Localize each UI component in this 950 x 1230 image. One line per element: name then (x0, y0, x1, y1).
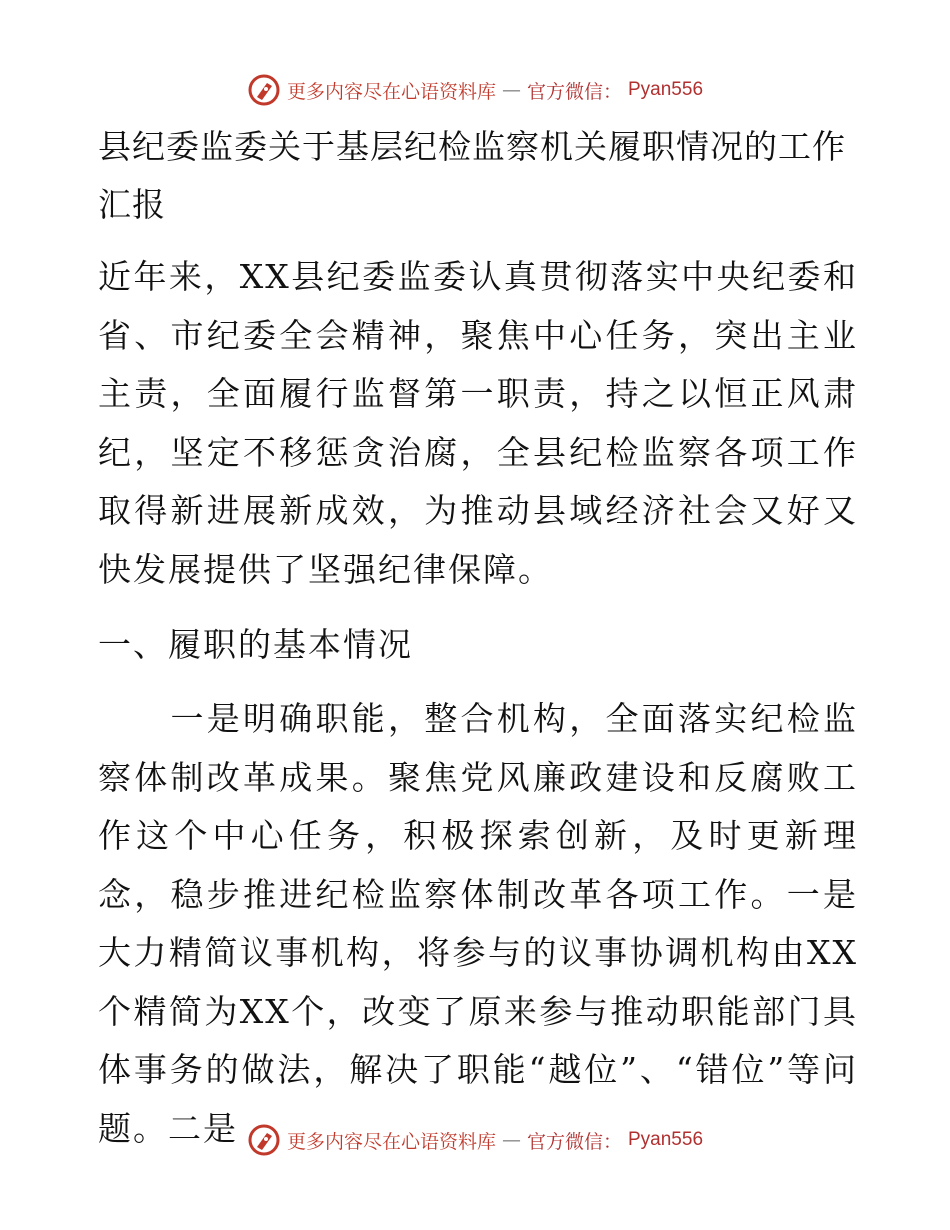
watermark-text: 更多内容尽在心语资料库 (286, 1130, 496, 1153)
document-title: 县纪委监委关于基层纪检监察机关履职情况的工作汇报 (98, 127, 846, 224)
section-heading: 一、履职的基本情况 (98, 625, 413, 664)
paragraph-body: 一是明确职能，整合机构，全面落实纪检监察体制改革成果。聚焦党风廉政建设和反腐败工作这个中心任务，积极探索创新，及时更新理念，稳步推进纪检监察体制改革各项工作。一是大力精简议事机构，将参与的议事协调机构由XX个精简为XX个，改变了原来参与推动职能部门具体事务的做法，解决了职能“越位”、“错位”等问题。二是 (98, 699, 858, 1148)
watermark-banner-bottom (0, 1118, 950, 1162)
paragraph-intro: 近年来，XX县纪委监委认真贯彻落实中央纪委和省、市纪委全会精神，聚焦中心任务，突出主业主责，全面履行监督第一职责，持之以恒正风肃纪，坚定不移惩贪治腐，全县纪检监察各项工作取得新进展新成效，为推动县域经济社会又好又快发展提供了坚强纪律保障。 (98, 257, 858, 589)
watermark-contact-label: 官方微信： (526, 80, 622, 103)
watermark-wechat-id: Pyan556 (628, 79, 704, 100)
watermark-separator: — (501, 79, 521, 101)
pen-nib-circle-icon (247, 73, 281, 107)
watermark-separator: — (501, 1129, 521, 1151)
watermark-wechat-id: Pyan556 (628, 1129, 704, 1150)
pen-nib-circle-icon (247, 1123, 281, 1157)
watermark-banner-top (0, 68, 950, 112)
watermark-text: 更多内容尽在心语资料库 (286, 80, 496, 103)
watermark-contact-label: 官方微信： (526, 1130, 622, 1153)
